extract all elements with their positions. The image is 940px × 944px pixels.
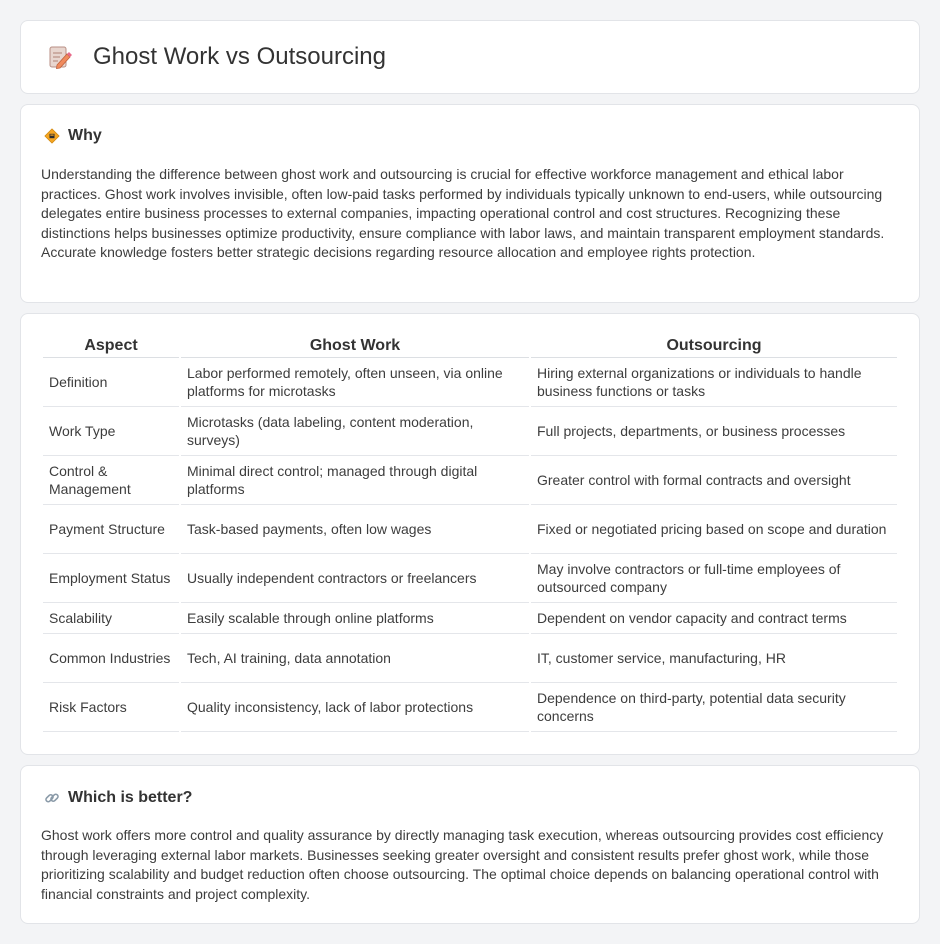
header-ghost-work: Ghost Work xyxy=(181,334,529,358)
aspect-cell: Control & Management xyxy=(43,456,179,505)
outsourcing-cell: Dependent on vendor capacity and contract terms xyxy=(531,603,897,634)
table-row xyxy=(43,634,897,683)
table-row xyxy=(43,505,897,554)
table-header-row xyxy=(43,334,897,358)
aspect-cell: Employment Status xyxy=(43,554,179,603)
outsourcing-cell: Hiring external organizations or individuals to handle business functions or tasks xyxy=(531,358,897,407)
aspect-cell: Payment Structure xyxy=(43,505,179,554)
ghost-work-cell: Minimal direct control; managed through digital platforms xyxy=(181,456,529,505)
title-card xyxy=(20,20,920,94)
ghost-work-cell: Labor performed remotely, often unseen, via online platforms for microtasks xyxy=(181,358,529,407)
aspect-cell: Common Industries xyxy=(43,634,179,683)
why-card xyxy=(20,104,920,303)
ghost-work-cell: Usually independent contractors or freelancers xyxy=(181,554,529,603)
outsourcing-cell: Fixed or negotiated pricing based on scope and duration xyxy=(531,505,897,554)
aspect-cell: Risk Factors xyxy=(43,683,179,732)
better-heading-row xyxy=(43,789,192,807)
link-icon xyxy=(43,789,61,807)
page-title: Ghost Work vs Outsourcing xyxy=(93,43,386,70)
table-row xyxy=(43,358,897,407)
table-row xyxy=(43,683,897,732)
why-text: Understanding the difference between ghost work and outsourcing is crucial for effective workforce management and ethical labor practices. Ghost work involves invisible, often low-paid tasks performed by individuals typically unknown to end-users, while outsourcing delegates entire business processes to external companies, impacting operational control and cost structures. Recognizing these distinctions helps businesses optimize productivity, ensure compliance with labor laws, and maintain transparent employment standards. Accurate knowledge fosters better strategic decisions regarding resource allocation and employee rights protection. xyxy=(41,166,885,260)
outsourcing-cell: Dependence on third-party, potential data security concerns xyxy=(531,683,897,732)
table-row xyxy=(43,407,897,456)
which-better-card xyxy=(20,765,920,924)
header-outsourcing: Outsourcing xyxy=(531,334,897,358)
better-heading: Which is better? xyxy=(68,789,193,806)
table-row xyxy=(43,456,897,505)
why-heading: Why xyxy=(68,127,102,144)
ghost-work-cell: Easily scalable through online platforms xyxy=(181,603,529,634)
outsourcing-cell: Full projects, departments, or business processes xyxy=(531,407,897,456)
why-heading-row xyxy=(43,127,102,145)
outsourcing-cell: May involve contractors or full-time employees of outsourced company xyxy=(531,554,897,603)
comparison-card xyxy=(20,313,920,755)
ghost-work-cell: Microtasks (data labeling, content moderation, surveys) xyxy=(181,407,529,456)
table-row xyxy=(43,554,897,603)
aspect-cell: Scalability xyxy=(43,603,179,634)
comparison-table xyxy=(41,334,899,732)
better-text: Ghost work offers more control and quality assurance by directly managing task execution, whereas outsourcing provides cost efficiency through leveraging external labor markets. Businesses seeking greater oversight and consistent results prefer ghost work, while those prioritizing scalability and budget reduction often choose outsourcing. The optimal choice depends on balancing operational control with financial constraints and project complexity. xyxy=(41,827,884,902)
outsourcing-cell: IT, customer service, manufacturing, HR xyxy=(531,634,897,683)
outsourcing-cell: Greater control with formal contracts and oversight xyxy=(531,456,897,505)
table-row xyxy=(43,603,897,634)
diamond-warning-icon xyxy=(43,127,61,145)
notepad-pencil-icon xyxy=(47,44,73,70)
ghost-work-cell: Task-based payments, often low wages xyxy=(181,505,529,554)
aspect-cell: Work Type xyxy=(43,407,179,456)
ghost-work-cell: Quality inconsistency, lack of labor protections xyxy=(181,683,529,732)
aspect-cell: Definition xyxy=(43,358,179,407)
header-aspect: Aspect xyxy=(43,334,179,358)
ghost-work-cell: Tech, AI training, data annotation xyxy=(181,634,529,683)
